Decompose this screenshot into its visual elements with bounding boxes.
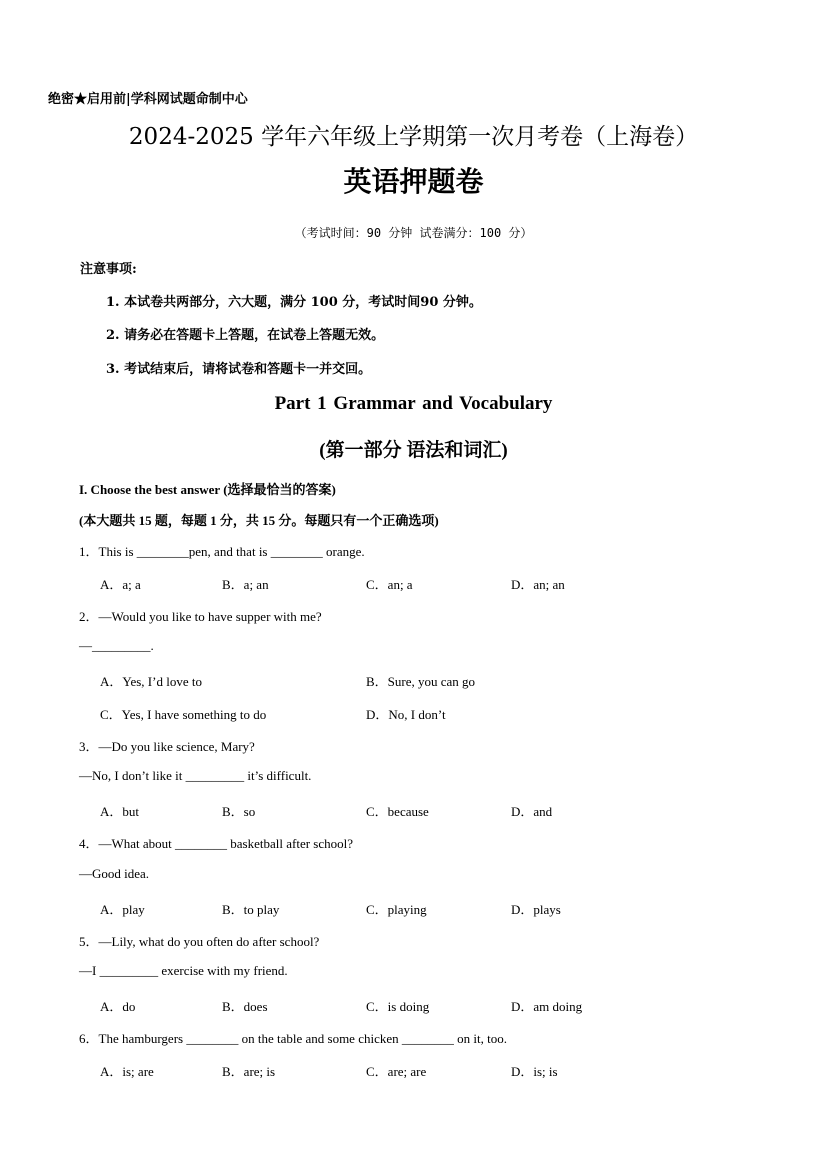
section-instruction: (本大题共 15 题，每题 1 分，共 15 分。每题只有一个正确选项): [79, 513, 439, 528]
question-5-option-b: B．does: [222, 999, 268, 1014]
notice-item-3: 3. 考试结束后，请将试卷和答题卡一并交回。: [106, 362, 372, 377]
exam-subtitle: 英语押题卷: [343, 165, 484, 198]
question-6-option-b: B．are; is: [222, 1064, 276, 1079]
question-5-stem: 5．—Lily, what do you often do after school?: [79, 934, 320, 949]
question-6-option-d: D．is; is: [511, 1064, 558, 1079]
question-2-option-d: D．No, I don’t: [366, 707, 446, 722]
confidential-label: 绝密★启用前|学科网试题命制中心: [48, 92, 248, 107]
question-2-reply: —_________.: [79, 638, 154, 653]
question-3-option-c: C．because: [366, 804, 429, 819]
question-1-option-d: D．an; an: [511, 577, 565, 592]
notice-heading: 注意事项:: [80, 262, 137, 277]
part-subtitle: (第一部分 语法和词汇): [319, 440, 508, 461]
question-5-option-c: C．is doing: [366, 999, 430, 1014]
section-heading: I. Choose the best answer (选择最恰当的答案): [79, 482, 336, 497]
question-1-stem: 1．This is ________pen, and that is ________ orange.: [79, 544, 365, 559]
question-4-reply: —Good idea.: [79, 866, 150, 881]
exam-title: 2024-2025 学年六年级上学期第一次月考卷（上海卷）: [128, 124, 699, 150]
notice-item-2: 2. 请务必在答题卡上答题，在试卷上答题无效。: [106, 328, 385, 343]
question-3-option-d: D．and: [511, 804, 553, 819]
exam-info: （考试时间：90 分钟 试卷满分：100 分）: [294, 226, 533, 240]
question-4-option-c: C．playing: [366, 902, 427, 917]
question-4-stem: 4．—What about ________ basketball after school?: [79, 836, 354, 851]
question-3-reply: —No, I don’t like it _________ it’s difficult.: [79, 768, 312, 783]
question-4-option-d: D．plays: [511, 902, 561, 917]
question-1-option-b: B．a; an: [222, 577, 269, 592]
question-4-option-a: A．play: [100, 902, 145, 917]
question-3-option-a: A．but: [100, 804, 140, 819]
question-2-stem: 2．—Would you like to have supper with me?: [79, 609, 322, 624]
question-3-stem: 3．—Do you like science, Mary?: [79, 739, 255, 754]
question-5-reply: —I _________ exercise with my friend.: [79, 963, 288, 978]
notice-item-1: 1. 本试卷共两部分，六大题，满分 100 分，考试时间90 分钟。: [106, 295, 482, 310]
question-4-option-b: B．to play: [222, 902, 280, 917]
question-6-option-a: A．is; are: [100, 1064, 154, 1079]
question-6-option-c: C．are; are: [366, 1064, 427, 1079]
question-6-stem: 6．The hamburgers ________ on the table and some chicken ________ on it, too.: [79, 1031, 507, 1046]
question-5-option-a: A．do: [100, 999, 136, 1014]
question-2-option-a: A．Yes, I’d love to: [100, 674, 202, 689]
question-1-option-a: A．a; a: [100, 577, 141, 592]
question-1-option-c: C．an; a: [366, 577, 413, 592]
question-5-option-d: D．am doing: [511, 999, 583, 1014]
question-2-option-b: B．Sure, you can go: [366, 674, 476, 689]
question-2-option-c: C．Yes, I have something to do: [100, 707, 267, 722]
part-title: Part 1 Grammar and Vocabulary: [274, 393, 553, 414]
question-3-option-b: B．so: [222, 804, 256, 819]
